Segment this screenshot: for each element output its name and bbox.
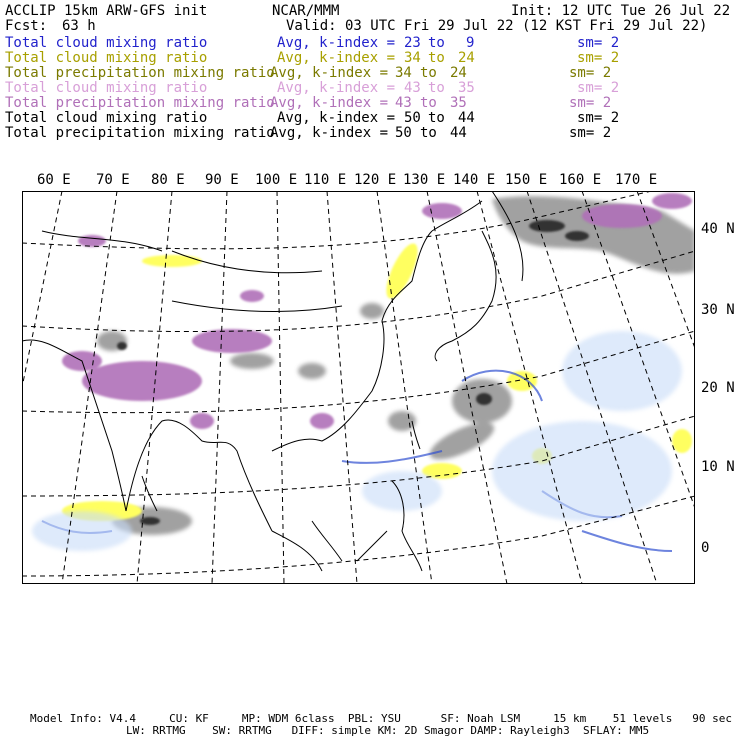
lat-label: 10 N — [701, 459, 735, 475]
model-info-line2: LW: RRTMG SW: RRTMG DIFF: simple KM: 2D Smagor DAMP: Rayleigh3 SFLAY: MM5 — [126, 724, 650, 737]
legend-avg: Avg, k-index = — [270, 65, 389, 81]
lat-label: 0 — [701, 540, 710, 556]
legend-to: to — [428, 50, 445, 66]
legend-k-from: 43 — [404, 80, 421, 96]
legend-sm: sm= 2 — [569, 95, 612, 111]
legend-field: Total precipitation mixing ratio — [5, 125, 275, 141]
weather-map — [22, 191, 695, 584]
legend-to: to — [428, 35, 445, 51]
legend-sm: sm= 2 — [577, 80, 620, 96]
legend-field: Total precipitation mixing ratio — [5, 95, 275, 111]
lon-label: 140 E — [453, 172, 496, 188]
model-info-line1: Model Info: V4.4 CU: KF MP: WDM 6class PBL: YSU SF: Noah LSM 15 km 51 levels 90 sec — [30, 712, 732, 725]
lon-label: 60 E — [37, 172, 71, 188]
legend-k-to: 35 — [458, 80, 475, 96]
legend-k-from: 50 — [395, 125, 412, 141]
init-time: Init: 12 UTC Tue 26 Jul 22 — [511, 3, 731, 19]
legend-field: Total cloud mixing ratio — [5, 80, 208, 96]
legend-sm: sm= 2 — [577, 50, 620, 66]
lon-label: 160 E — [559, 172, 602, 188]
lon-label: 150 E — [505, 172, 548, 188]
legend-to: to — [428, 80, 445, 96]
legend-sm: sm= 2 — [569, 65, 612, 81]
legend-k-to: 35 — [450, 95, 467, 111]
legend-avg: Avg, k-index = — [277, 50, 396, 66]
legend-k-to: 24 — [450, 65, 467, 81]
lat-label: 40 N — [701, 221, 735, 237]
legend-sm: sm= 2 — [569, 125, 612, 141]
legend-to: to — [428, 110, 445, 126]
legend-k-from: 34 — [404, 50, 421, 66]
legend-sm: sm= 2 — [577, 110, 620, 126]
lon-label: 120 E — [354, 172, 397, 188]
legend-sm: sm= 2 — [577, 35, 620, 51]
legend-avg: Avg, k-index = — [270, 125, 389, 141]
legend-to: to — [420, 65, 437, 81]
legend-field: Total cloud mixing ratio — [5, 110, 208, 126]
legend-k-from: 50 — [404, 110, 421, 126]
legend-avg: Avg, k-index = — [277, 110, 396, 126]
lon-label: 80 E — [151, 172, 185, 188]
legend-field: Total cloud mixing ratio — [5, 50, 208, 66]
legend-k-to: 9 — [466, 35, 475, 51]
legend-field: Total precipitation mixing ratio — [5, 65, 275, 81]
legend-k-from: 34 — [395, 65, 412, 81]
forecast-hours: 63 h — [62, 18, 96, 34]
legend-avg: Avg, k-index = — [270, 95, 389, 111]
legend-field: Total cloud mixing ratio — [5, 35, 208, 51]
legend-k-from: 43 — [395, 95, 412, 111]
lon-label: 130 E — [403, 172, 446, 188]
lon-label: 110 E — [304, 172, 347, 188]
legend-k-from: 23 — [404, 35, 421, 51]
legend-to: to — [420, 95, 437, 111]
legend-avg: Avg, k-index = — [277, 35, 396, 51]
lon-label: 170 E — [615, 172, 658, 188]
legend-avg: Avg, k-index = — [277, 80, 396, 96]
organization: NCAR/MMM — [272, 3, 340, 19]
legend-k-to: 44 — [450, 125, 467, 141]
lon-label: 90 E — [205, 172, 239, 188]
lat-label: 20 N — [701, 380, 735, 396]
forecast-label: Fcst: — [5, 18, 48, 34]
map-title: ACCLIP 15km ARW-GFS init — [5, 3, 208, 19]
lon-label: 100 E — [255, 172, 298, 188]
legend-to: to — [420, 125, 437, 141]
legend-k-to: 44 — [458, 110, 475, 126]
legend-k-to: 24 — [458, 50, 475, 66]
lat-label: 30 N — [701, 302, 735, 318]
valid-time: Valid: 03 UTC Fri 29 Jul 22 (12 KST Fri 29 Jul 22) — [286, 18, 708, 34]
lon-label: 70 E — [96, 172, 130, 188]
